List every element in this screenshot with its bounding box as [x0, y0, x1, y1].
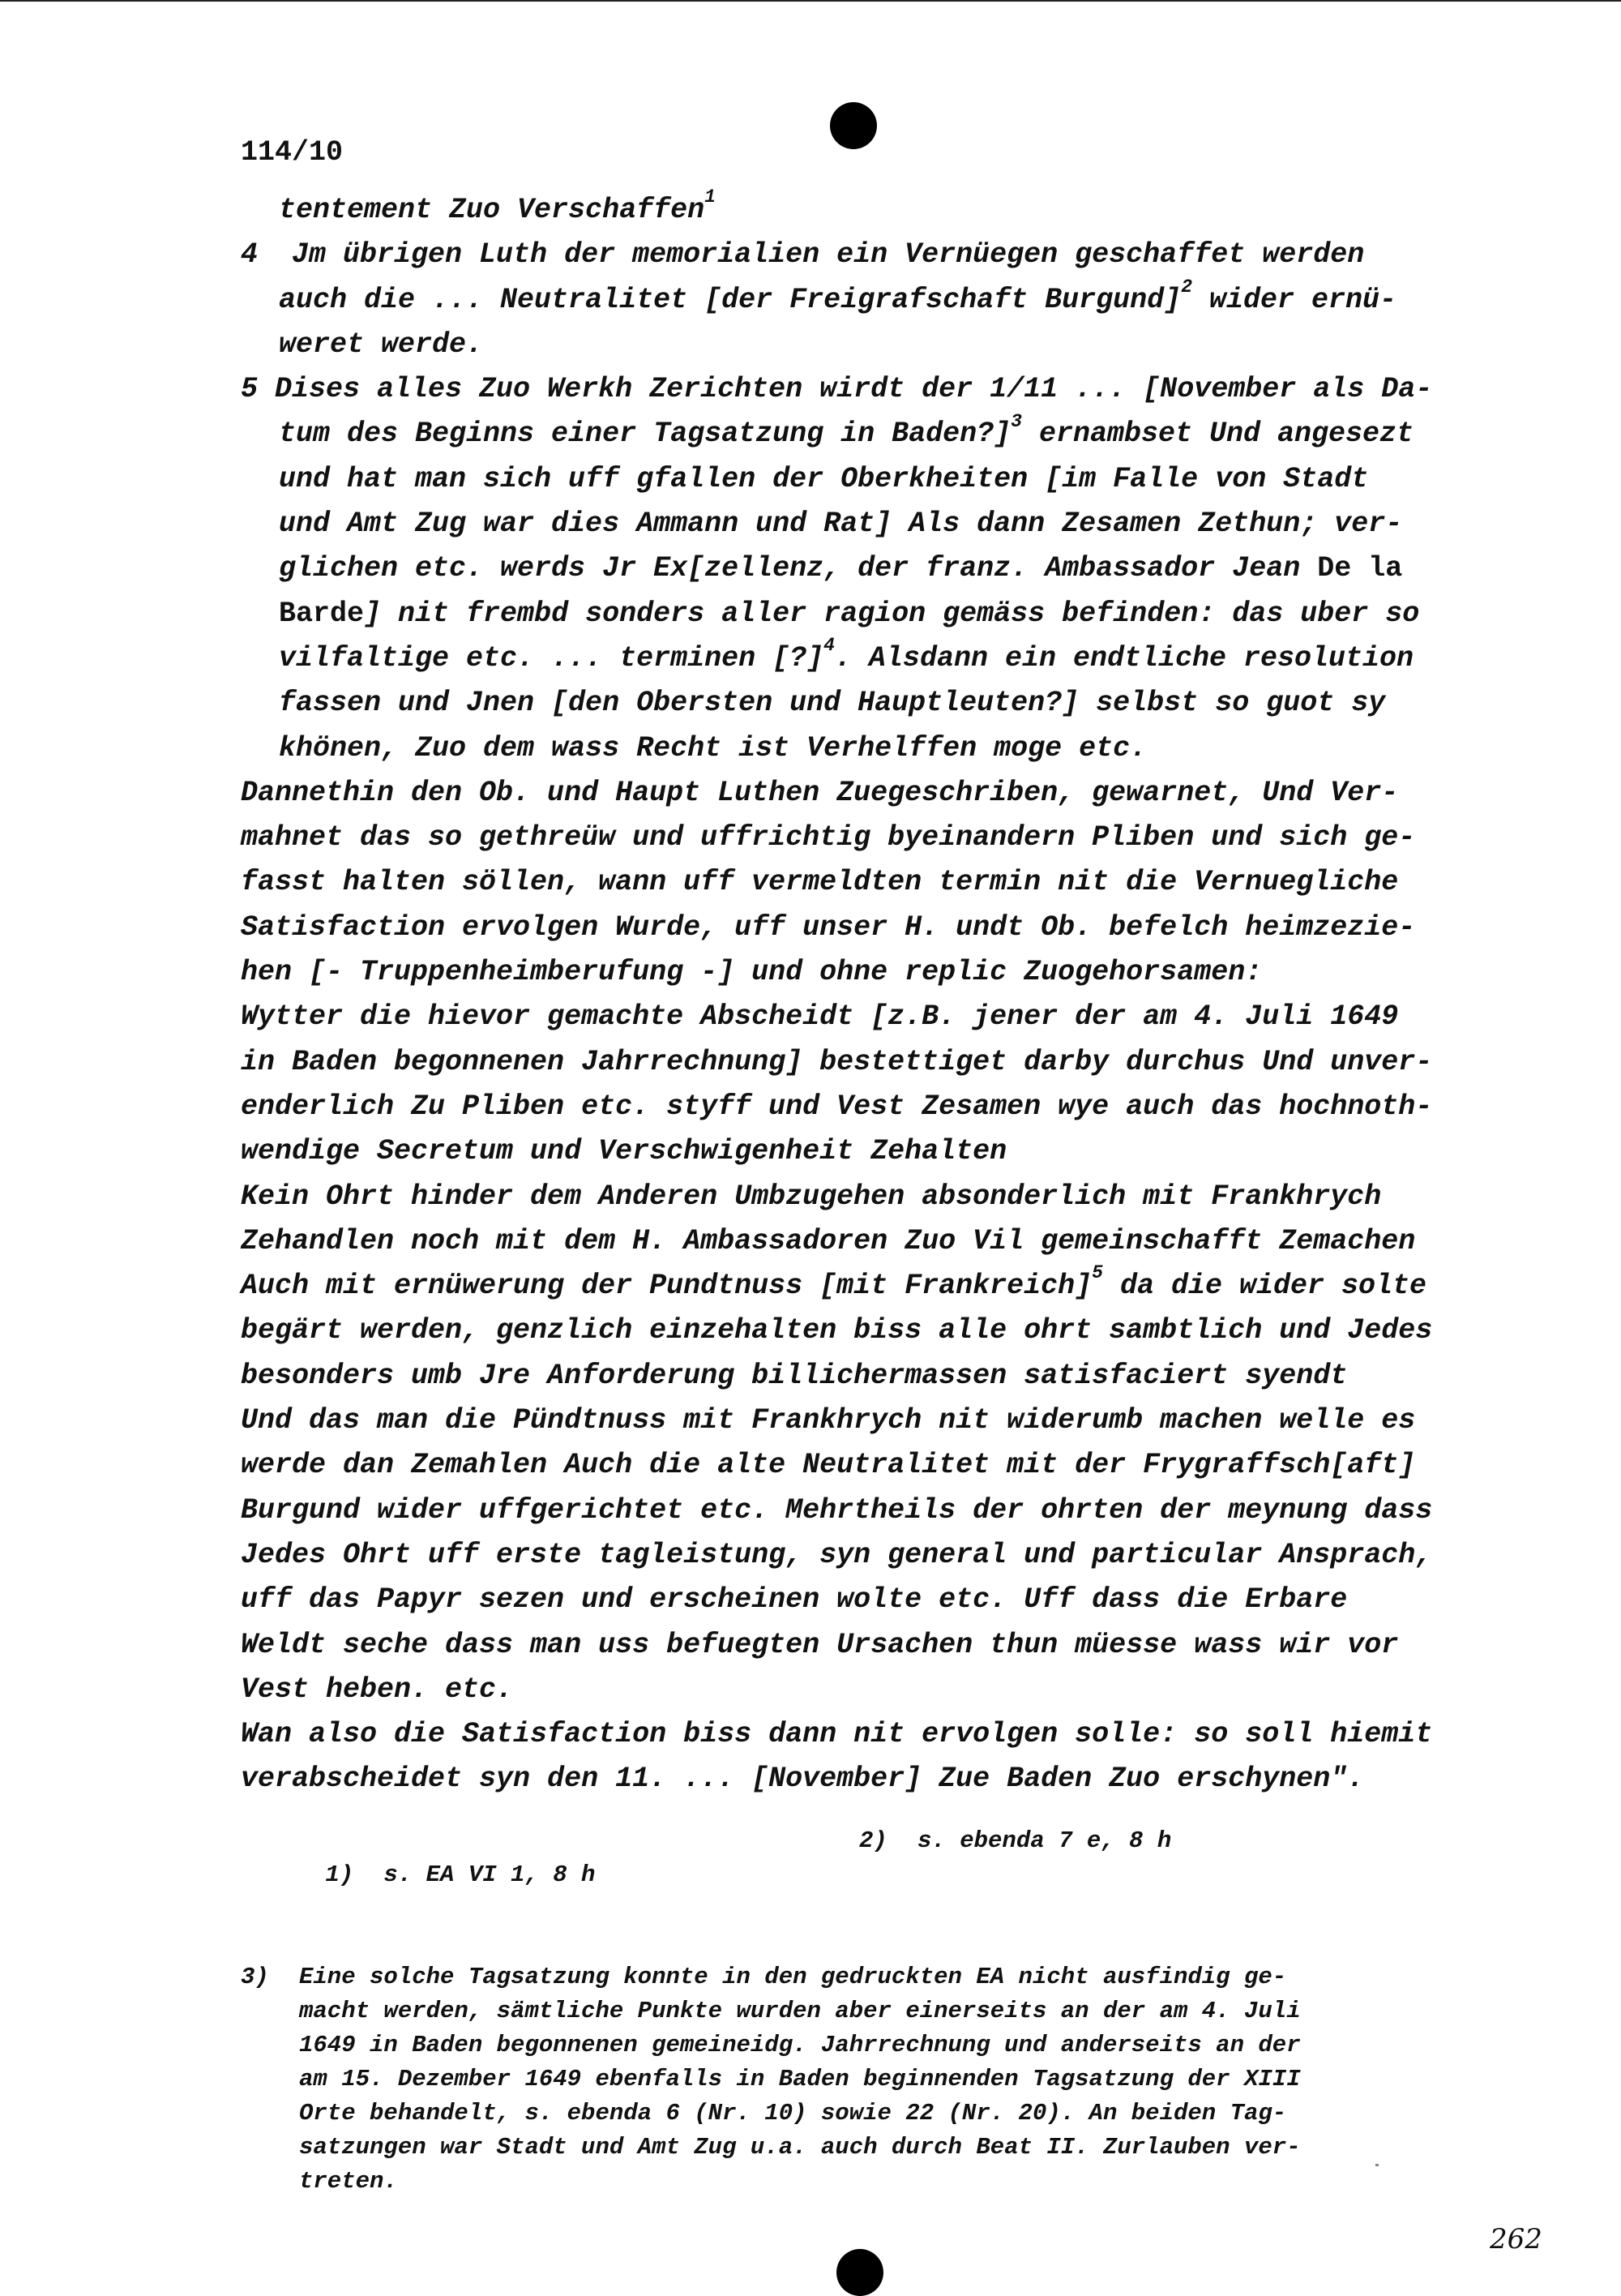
line-text: Jedes Ohrt uff erste tagleistung, syn general und particular Ansprach, [241, 1538, 1433, 1571]
line-text: besonders umb Jre Anforderung billichermassen satisfaciert syendt [241, 1359, 1348, 1392]
text-line [241, 995, 1489, 1039]
line-text: und Amt Zug war dies Ammann und Rat] Als dann Zesamen Zethun; ver- [279, 508, 1403, 541]
footnote-marker: 4 [823, 635, 835, 657]
line-text: mahnet das so gethreüw und uffrichtig byeinandern Pliben und sich ge- [241, 821, 1416, 855]
text-line [241, 233, 1489, 277]
text-line [241, 860, 1489, 905]
text-line [241, 1623, 1489, 1668]
line-text: vilfaltige etc. ... terminen [?] [279, 641, 824, 675]
line-text: Satisfaction ervolgen Wurde, uff unser H. undt Ob. befelch heimzezie- [241, 910, 1416, 944]
footnote-3-line: 1649 in Baden begonnenen gemeineidg. Jahrrechnung und anderseits an der [299, 2032, 1301, 2058]
punch-hole-bottom [836, 2249, 883, 2296]
page-number: 262 [1490, 2223, 1542, 2255]
text-line [241, 1129, 1489, 1174]
text-line [241, 1309, 1489, 1353]
text-line [241, 1040, 1489, 1085]
line-text: uff das Papyr sezen und erscheinen wolte etc. Uff dass die Erbare [241, 1583, 1348, 1617]
text-line [241, 278, 1489, 323]
text-line [241, 1578, 1489, 1622]
footnote-3 [241, 1960, 1489, 2199]
line-text: glichen etc. werds Jr Ex[zellenz, der franz. Ambassador Jean [279, 552, 1318, 585]
footnotes [241, 1824, 1489, 2199]
text-line [241, 367, 1489, 412]
text-line [241, 1175, 1489, 1219]
footnote-marker: 2 [1181, 276, 1192, 298]
line-text: khönen, Zuo dem wass Recht ist Verhelffen moge etc. [279, 731, 1148, 765]
line-text: in Baden begonnenen Jahrrechnung] bestettiget darby durchus Und unver- [241, 1045, 1433, 1078]
text-line [241, 726, 1489, 771]
line-text: Kein Ohrt hinder dem Anderen Umbzugehen absonderlich mit Frankhrych [241, 1180, 1382, 1213]
footnote-3-line: am 15. Dezember 1649 ebenfalls in Baden beginnenden Tagsatzung der XIII [299, 2066, 1301, 2093]
line-text: tentement Zuo Verschaffen [279, 194, 705, 226]
text-line [241, 188, 1489, 233]
text-line [241, 1712, 1489, 1757]
line-text: 5 Dises alles Zuo Werkh Zerichten wirdt der 1/11 ... [November als Da- [241, 373, 1433, 406]
text-line [241, 816, 1489, 860]
footnote-2: 2) s. ebenda 7 e, 8 h [859, 1827, 1172, 1854]
footnote-3-line: treten. [299, 2168, 398, 2195]
footnote-3-line: Orte behandelt, s. ebenda 6 (Nr. 10) sowie 22 (Nr. 20). An beiden Tag- [299, 2100, 1287, 2127]
text-line [241, 1757, 1489, 1801]
footnote-row-1-2 [241, 1824, 1489, 1960]
footnote-marker: 3 [1011, 410, 1022, 432]
text-line [241, 1399, 1489, 1443]
text-line [241, 950, 1489, 995]
line-text: Burgund wider uffgerichtet etc. Mehrtheils der ohrten der meynung dass [241, 1493, 1433, 1527]
upright-text: Barde [279, 597, 365, 630]
text-line [241, 457, 1489, 502]
line-text: wendige Secretum und Verschwigenheit Zehalten [241, 1135, 1007, 1168]
text-line [241, 1354, 1489, 1399]
line-text: Dannethin den Ob. und Haupt Luthen Zuegeschriben, gewarnet, Und Ver- [241, 776, 1399, 809]
line-text: weret werde. [279, 328, 484, 361]
line-text-after: wider ernü- [1192, 283, 1397, 316]
line-text: enderlich Zu Pliben etc. styff und Vest Zesamen wye auch das hochnoth- [241, 1090, 1433, 1123]
text-line [241, 1489, 1489, 1533]
line-text: werde dan Zemahlen Auch die alte Neutralitet mit der Frygraffsch[aft] [241, 1449, 1416, 1482]
line-text: Wan also die Satisfaction biss dann nit ervolgen solle: so soll hiemit [241, 1718, 1433, 1751]
line-text-after: ernambset Und angesezt [1021, 418, 1414, 451]
text-line [241, 502, 1489, 546]
upright-text: De la [1317, 552, 1403, 585]
text-line [241, 1264, 1489, 1309]
footnote-3-line: satzungen war Stadt und Amt Zug u.a. auch durch Beat II. Zurlauben ver- [299, 2134, 1301, 2161]
text-line [241, 1085, 1489, 1129]
line-text: 4 Jm übrigen Luth der memorialien ein Vernüegen geschaffet werden [241, 238, 1365, 272]
text-line [241, 1219, 1489, 1264]
footnote-3-line: macht werden, sämtliche Punkte wurden aber einerseits an der am 4. Juli [299, 1998, 1301, 2024]
top-edge-line [0, 0, 1621, 2]
line-text: Zehandlen noch mit dem H. Ambassadoren Zuo Vil gemeinschafft Zemachen [241, 1224, 1416, 1257]
line-text: Vest heben. etc. [241, 1673, 514, 1706]
footnote-1: 1) s. EA VI 1, 8 h [325, 1861, 596, 1888]
line-text: Wytter die hievor gemachte Abscheidt [z.B. jener der am 4. Juli 1649 [241, 1000, 1399, 1034]
footnote-marker: 5 [1092, 1262, 1103, 1284]
line-text: fassen und Jnen [den Obersten und Hauptleuten?] selbst so guot sy [279, 687, 1386, 720]
line-text: hen [- Truppenheimberufung -] und ohne replic Zuogehorsamen: [241, 956, 1263, 989]
text-line [241, 323, 1489, 367]
text-line [241, 546, 1489, 591]
line-text: tum des Beginns einer Tagsatzung in Baden?] [279, 418, 1012, 451]
main-text [241, 188, 1489, 1802]
line-text: begärt werden, genzlich einzehalten biss alle ohrt sambtlich und Jedes [241, 1314, 1433, 1347]
text-line [241, 1533, 1489, 1578]
paper-speck [1375, 2164, 1379, 2166]
line-text: Auch mit ernüwerung der Pundtnuss [mit Frankreich] [241, 1270, 1093, 1303]
line-text: Weldt seche dass man uss befuegten Ursachen thun müesse wass wir vor [241, 1628, 1399, 1661]
text-line [241, 771, 1489, 816]
footnote-3-line: 3) Eine solche Tagsatzung konnte in den gedruckten EA nicht ausfindig ge- [241, 1964, 1287, 1990]
line-text-after: . Alsdann ein endtliche resolution [834, 641, 1414, 675]
page-reference: 114/10 [241, 136, 344, 169]
text-line [241, 906, 1489, 950]
text-line [241, 1668, 1489, 1712]
punch-hole-top [830, 102, 877, 149]
line-text: auch die ... Neutralitet [der Freigrafschaft Burgund] [279, 283, 1182, 316]
text-line [241, 412, 1489, 456]
text-line [241, 592, 1489, 636]
text-line [241, 1443, 1489, 1488]
line-text: Und das man die Pündtnuss mit Frankhrych nit widerumb machen welle es [241, 1404, 1416, 1437]
text-line [241, 636, 1489, 681]
line-text: verabscheidet syn den 11. ... [November] Zue Baden Zuo erschynen". [241, 1763, 1365, 1796]
footnote-marker: 1 [704, 186, 716, 208]
line-text-after: da die wider solte [1102, 1270, 1427, 1303]
line-text: fasst halten söllen, wann uff vermeldten termin nit die Vernuegliche [241, 866, 1399, 899]
text-line [241, 681, 1489, 726]
line-text: ] nit frembd sonders aller ragion gemäss befinden: das uber so [364, 597, 1420, 630]
line-text: und hat man sich uff gfallen der Oberkheiten [im Falle von Stadt [279, 462, 1369, 495]
